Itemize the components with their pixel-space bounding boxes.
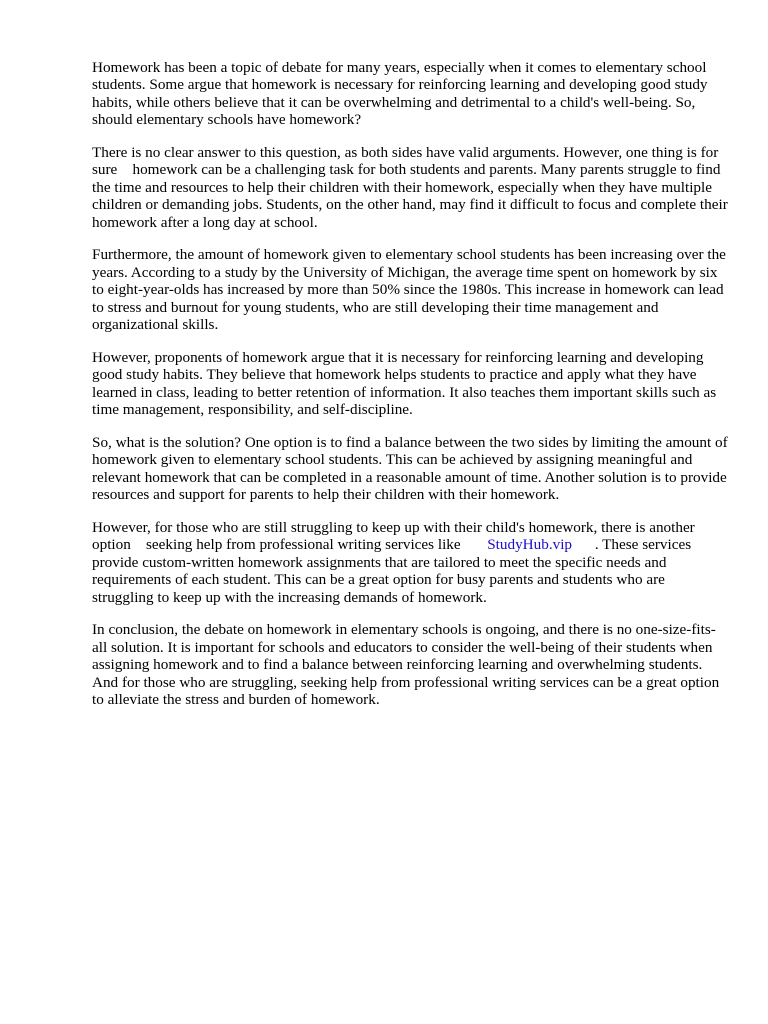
paragraph-writing-services-before: However, for those who are still struggling to keep up with their child's homework, there is another option seeking help from professional writing services like — [92, 518, 699, 554]
paragraph-no-clear-answer: There is no clear answer to this question, as both sides have valid arguments. However, one thing is for sure homework can be a challenging task for both students and parents. Many parents struggle to find the time and resources to help their children with their homework, especially when they have multiple children or demanding jobs. Students, on the other hand, may find it difficult to focus and complete their homework after a long day at school. — [92, 144, 732, 231]
studyhub-link[interactable]: StudyHub.vip — [487, 536, 573, 554]
paragraph-proponents: However, proponents of homework argue that it is necessary for reinforcing learning and developing good study habits. They believe that homework helps students to practice and apply what they have learned in class, leading to better retention of information. It also teaches them important skills such as time management, responsibility, and self-discipline. — [92, 348, 720, 419]
paragraph-solution: So, what is the solution? One option is to find a balance between the two sides by limiting the amount of homework given to elementary school students. This can be achieved by assigning meaningful and relevant homework that can be completed in a reasonable amount of time. Another solution is to provide resources and support for parents to help their children with their homework. — [92, 433, 732, 504]
paragraph-homework-increase: Furthermore, the amount of homework given to elementary school students has been increasing over the years. According to a study by the University of Michigan, the average time spent on homework by six to eight-year-olds has increased by more than 50% since the 1980s. This increase in homework can lead to stress and burnout for young students, who are still developing their time management and organizational skills. — [92, 246, 730, 334]
paragraph-writing-services-after: . These services provide custom-written homework assignments that are tailored to meet the specific needs and requirements of each student. This can be a great option for busy parents and students who are struggling to keep up with the increasing demands of homework. — [92, 536, 695, 606]
document-body — [92, 59, 732, 724]
paragraph-intro: Homework has been a topic of debate for many years, especially when it comes to elementary school students. Some argue that homework is necessary for reinforcing learning and developing good study habits, while others believe that it can be overwhelming and detrimental to a child's well-being. So, should elementary schools have homework? — [92, 59, 712, 129]
paragraph-writing-services — [92, 519, 728, 606]
paragraph-conclusion: In conclusion, the debate on homework in elementary schools is ongoing, and there is no one-size-fits-all solution. It is important for schools and educators to consider the well-being of their students when assigning homework and to find a balance between reinforcing learning and overwhelming students. And for those who are struggling, seeking help from professional writing services can be a great option to alleviate the stress and burden of homework. — [92, 621, 723, 708]
